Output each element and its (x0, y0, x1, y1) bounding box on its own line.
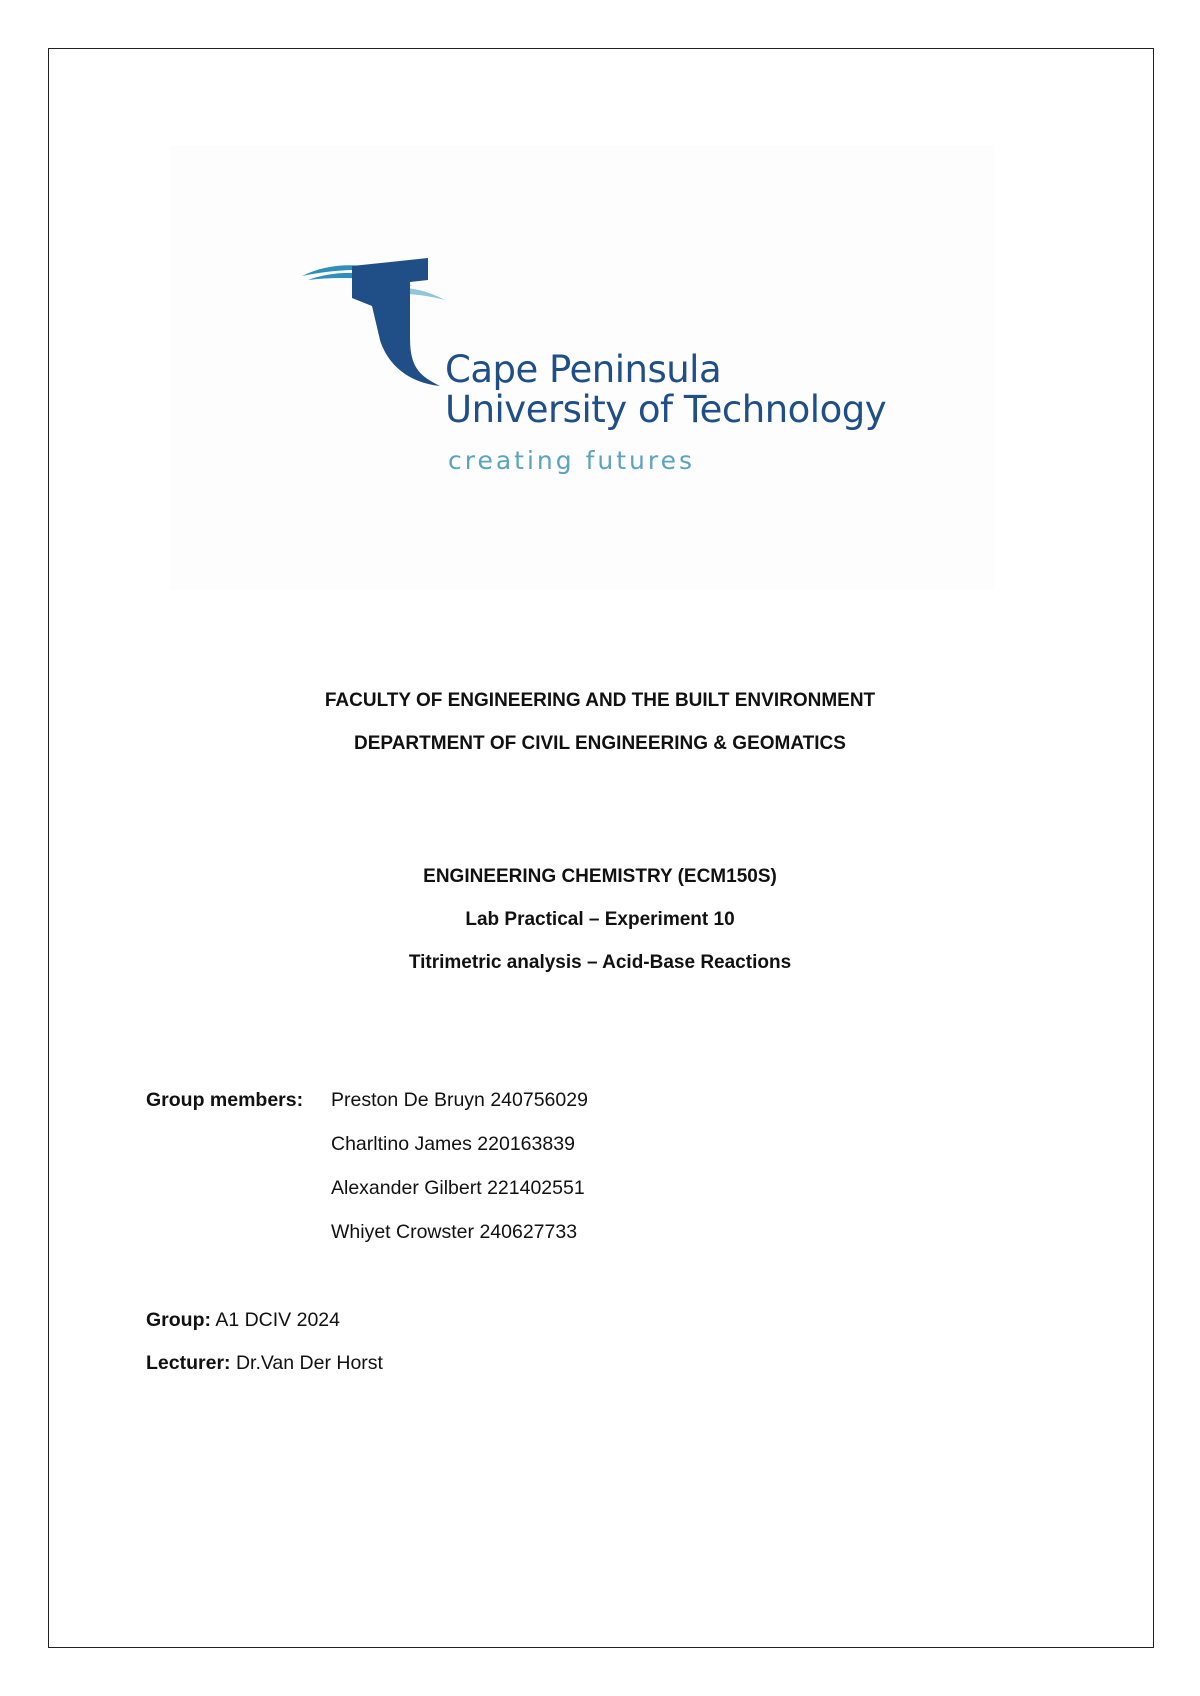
faculty-heading: FACULTY OF ENGINEERING AND THE BUILT ENVIRONMENT (324, 690, 876, 711)
course-title: ENGINEERING CHEMISTRY (ECM150S) (423, 866, 777, 887)
group-member: Charltino James 220163839 (331, 1133, 575, 1155)
lecturer-row (146, 1352, 383, 1375)
group-members-row (146, 1089, 303, 1112)
group-row (146, 1309, 340, 1332)
group-member: Alexander Gilbert 221402551 (331, 1177, 585, 1199)
logo-tagline: creating futures (448, 446, 696, 475)
group-member: Whiyet Crowster 240627733 (331, 1221, 578, 1243)
lecturer-value: Dr.Van Der Horst (235, 1352, 383, 1374)
topic-title: Titrimetric analysis – Acid-Base Reactions (408, 952, 792, 973)
cput-logo-icon (300, 258, 460, 398)
logo-text-line2: University of Technology (445, 388, 887, 431)
logo-text-line1: Cape Peninsula (445, 348, 722, 391)
group-member: Preston De Bruyn 240756029 (331, 1089, 588, 1111)
lecturer-label: Lecturer: (146, 1352, 231, 1374)
group-label: Group: (146, 1309, 211, 1331)
group-value: A1 DCIV 2024 (215, 1309, 340, 1331)
group-members-label: Group members: (146, 1089, 304, 1111)
department-heading: DEPARTMENT OF CIVIL ENGINEERING & GEOMATICS (354, 733, 846, 754)
lab-title: Lab Practical – Experiment 10 (465, 909, 735, 930)
